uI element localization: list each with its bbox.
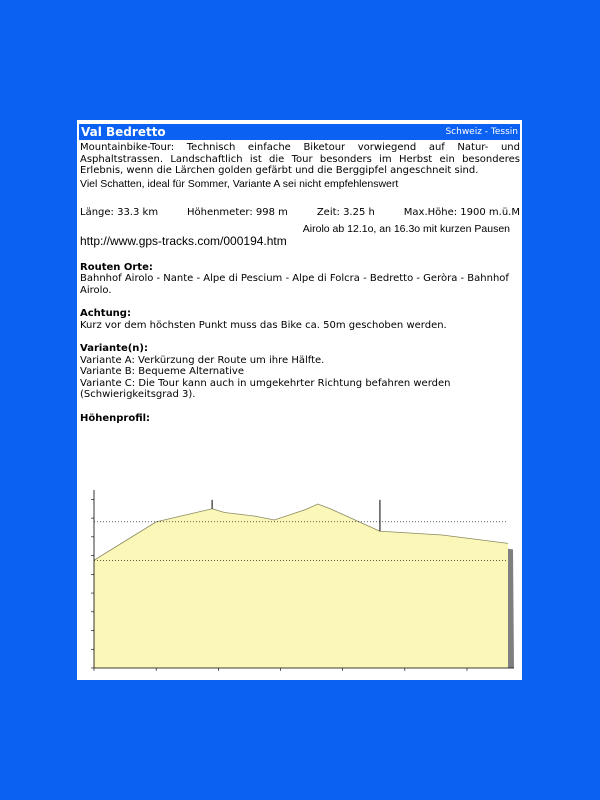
profile-heading: Höhenprofil: bbox=[80, 412, 151, 424]
tour-content bbox=[80, 142, 520, 424]
page-title: Val Bedretto bbox=[81, 125, 166, 139]
warning-heading: Achtung: bbox=[80, 308, 131, 319]
max-height-stat: Max.Höhe: 1900 m.ü.M bbox=[403, 207, 520, 218]
variants-heading: Variante(n): bbox=[80, 343, 148, 354]
elevation-stat: Höhenmeter: 998 m bbox=[186, 207, 288, 218]
warning-body: Kurz vor dem höchsten Punkt muss das Bike ca. 50m geschoben werden. bbox=[80, 319, 447, 331]
length-stat: Länge: 33.3 km bbox=[80, 207, 159, 218]
elevation-profile-chart bbox=[77, 470, 522, 680]
schedule-note: Airolo ab 12.1o, an 16.3o mit kurzen Pausen bbox=[302, 222, 510, 235]
profile-area bbox=[94, 504, 508, 668]
tour-stats bbox=[80, 207, 520, 219]
handwritten-note: Viel Schatten, ideal für Sommer, Variante A sei nicht empfehlenswert bbox=[80, 177, 399, 190]
variant-item: Variante A: Verkürzung der Route um ihre Hälfte. bbox=[80, 354, 325, 366]
title-bar bbox=[79, 124, 520, 140]
variant-item: Variante B: Bequeme Alternative bbox=[80, 366, 244, 377]
source-url[interactable]: http://www.gps-tracks.com/000194.htm bbox=[80, 234, 287, 248]
tour-page bbox=[77, 120, 522, 680]
variant-item: Variante C: Die Tour kann auch in umgekehrter Richtung befahren werden (Schwierigkeitsgrad 3). bbox=[80, 377, 451, 400]
region-label: Schweiz - Tessin bbox=[445, 127, 518, 137]
time-stat: Zeit: 3.25 h bbox=[316, 207, 375, 218]
route-heading: Routen Orte: bbox=[80, 261, 153, 273]
route-body: Bahnhof Airolo - Nante - Alpe di Pescium - Alpe di Folcra - Bedretto - Geròra - Bahnhof Airolo. bbox=[80, 273, 509, 296]
tour-description: Mountainbike-Tour: Technisch einfache Biketour vorwiegend auf Natur- und Asphaltstrassen. Landschaftlich ist die Tour besonders im Herbst ein besonderes Erlebnis, wenn die Lärchen golden gefärbt und die Berggipfel angeschneit sind. bbox=[80, 142, 520, 176]
